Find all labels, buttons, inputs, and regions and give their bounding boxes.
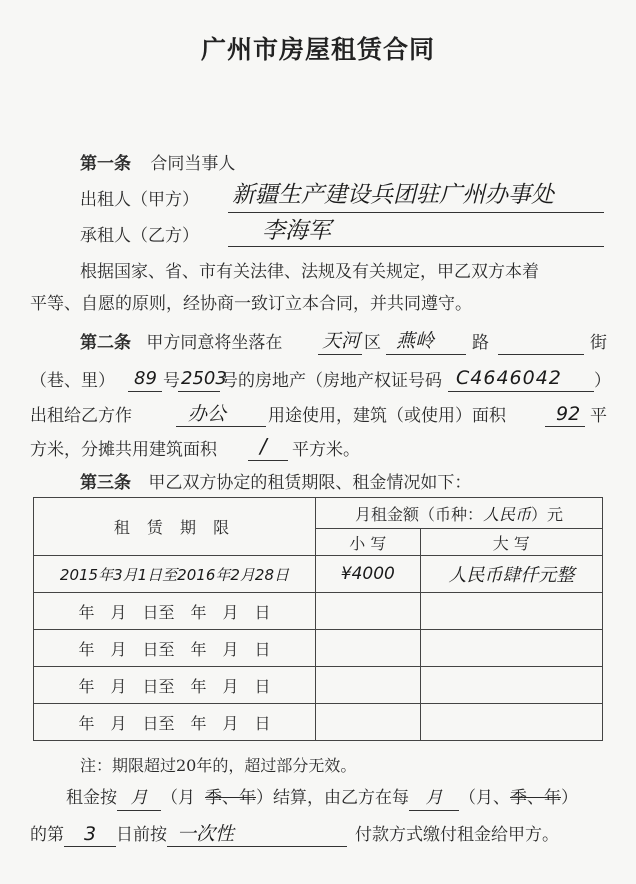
small-amount-cell: ¥4000 [315,556,420,593]
period-cell: 年 月 日至 年 月 日 [34,704,316,741]
article1-text: 合同当事人 [150,154,236,174]
header-small: 小 写 [315,529,420,556]
struck-options-2: 季、年 [510,788,561,808]
lessee-label: 承租人（乙方） [80,226,199,246]
district-value: 天河 [322,330,361,352]
header-monthly-rent: 月租金额（币种：人民币）元 [315,498,602,529]
shared-area-unit: 平方米。 [292,440,360,460]
shared-area-underline [248,460,288,461]
term-note: 注：期限超过20年的，超过部分无效。 [80,756,357,775]
article2-heading: 第二条 甲方同意将坐落在 [80,333,283,353]
usage-label: 出租给乙方作 [30,406,132,426]
big-amount-cell [420,704,602,741]
period-cell: 年 月 日至 年 月 日 [34,630,316,667]
house-no-underline [128,391,162,392]
room-underline [178,391,220,392]
district-suffix: 区 [364,333,381,353]
rent-table-header [34,498,603,529]
shared-area-value: / [260,434,267,458]
period-cell: 年 月 日至 年 月 日 [34,667,316,704]
currency-value: 人民币 [482,504,531,524]
payment-line2: 的第 3 日前按 一次性 付款方式缴付租金给甲方。 [30,823,559,845]
contract-title: 广州市房屋租赁合同 [200,35,435,64]
rent-table [33,497,603,741]
road-underline [386,354,466,355]
pay-unit-value: 月 [409,786,459,811]
road-suffix: 路 [472,333,489,353]
cert-underline [448,391,594,392]
road-value: 燕岭 [396,330,435,352]
table-row [34,704,603,741]
header-big: 大 写 [420,529,602,556]
article3-heading: 第三条 [80,473,131,493]
preamble-line2: 平等、自愿的原则，经协商一致订立本合同，并共同遵守。 [30,294,472,314]
shared-area-label: 方米，分摊共用建筑面积 [30,440,217,460]
small-amount-cell [315,630,420,667]
room-value: 2503 [181,368,227,389]
article1-heading: 第一条 [80,154,131,174]
article1-line [80,152,235,176]
article3-line [80,471,471,495]
big-amount-cell [420,630,602,667]
small-amount-cell [315,593,420,630]
period-cell: 年 月 日至 年 月 日 [34,593,316,630]
house-no-value: 89 [134,368,157,389]
lessor-underline [228,212,604,213]
cert-value: C4646042 [456,367,562,389]
lessee-underline [228,246,604,247]
big-amount-cell [420,667,602,704]
area-label: 用途使用，建筑（或使用）面积 [268,406,506,426]
table-row [34,593,603,630]
payment-line1: 租金按 月 （月 季、年）结算，由乙方在每 月 （月、季、年） [66,786,578,811]
table-row [34,556,603,593]
lessor-label: 出租人（甲方） [80,190,199,210]
pay-method-value: 一次性 [167,822,347,847]
settle-unit-value: 月 [117,786,161,811]
small-amount-cell [315,704,420,741]
big-amount-cell [420,593,602,630]
lane-label: （巷、里） [30,371,115,391]
usage-underline [176,426,266,427]
cert-label: 号的房地产（房地产权证号码 [221,371,442,391]
period-cell: 2015年3月1日至2016年2月28日 [34,556,316,593]
struck-options-1: 季、年 [205,788,256,808]
cert-close: ） [594,371,611,391]
district-underline [318,354,362,355]
street-underline [498,354,584,355]
usage-value: 办公 [188,403,227,425]
big-amount-cell: 人民币肆仟元整 [420,556,602,593]
street-suffix: 街 [590,333,607,353]
header-period: 租 赁 期 限 [34,498,316,556]
table-row [34,667,603,704]
lessor-value: 新疆生产建设兵团驻广州办事处 [232,182,554,208]
article3-text: 甲乙双方协定的租赁期限、租金情况如下： [148,473,472,493]
preamble-line1: 根据国家、省、市有关法律、法规及有关规定，甲乙双方本着 [80,262,539,282]
pay-day-value: 3 [64,822,116,847]
table-row [34,630,603,667]
lessee-value: 李海军 [262,218,331,244]
area-unit: 平 [590,406,607,426]
small-amount-cell [315,667,420,704]
house-no-suffix: 号 [163,371,180,391]
area-underline [545,426,585,427]
area-value: 92 [556,403,581,425]
